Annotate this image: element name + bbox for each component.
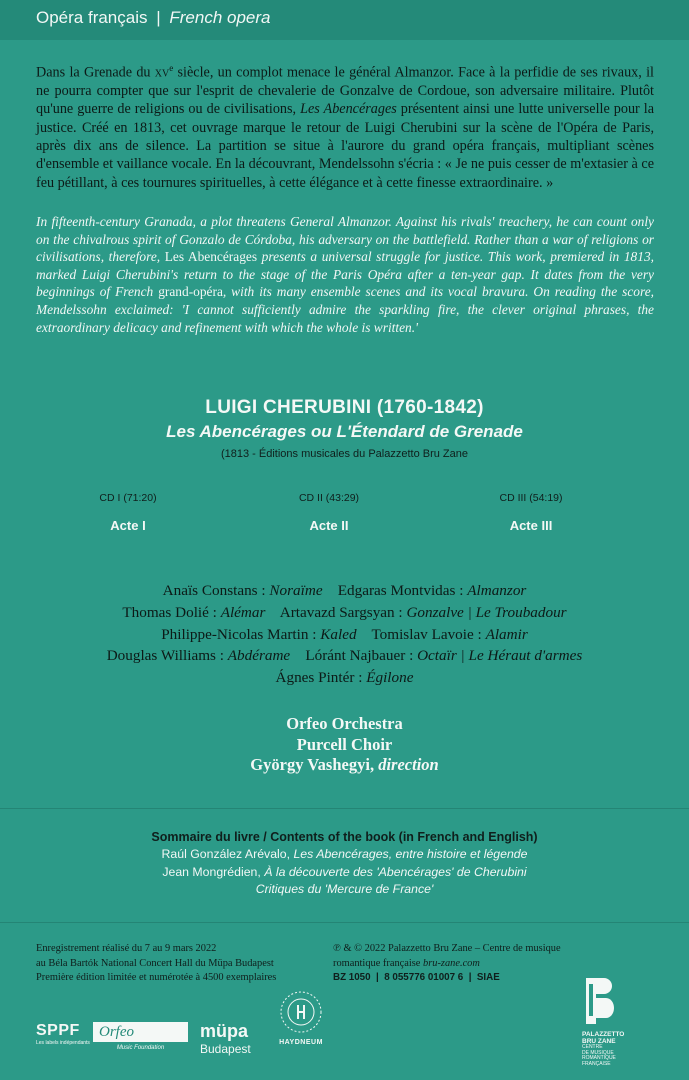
pbz-text-4: DE MUSIQUE	[582, 1049, 614, 1056]
intro-fr-century: xv	[154, 64, 170, 81]
choir-name: Purcell Choir	[296, 734, 393, 754]
composer-heading: LUIGI CHERUBINI (1760-1842)	[205, 397, 484, 418]
singer-name: Lóránt Najbauer :	[305, 647, 414, 665]
separator: |	[376, 972, 379, 983]
orfeo-logo-text: Orfeo	[93, 1022, 188, 1042]
sppf-logo-sub: Les labels indépendants	[36, 1040, 90, 1046]
cast-line	[0, 667, 689, 689]
cd-2-act: Acte II	[309, 518, 349, 533]
book-author: Jean Mongrédien,	[162, 864, 261, 879]
sppf-logo	[36, 1022, 90, 1046]
orchestra-name: Orfeo Orchestra	[286, 714, 403, 733]
singer-name: Anaïs Constans :	[162, 582, 266, 599]
book-entry	[0, 864, 689, 882]
series-label-en: French opera	[169, 8, 271, 27]
pbz-text-2: BRU ZANE	[582, 1038, 616, 1045]
role-name: Alémar	[220, 603, 266, 621]
intro-fr-part-3: présentent ainsi une lutte universelle pour la justice. Créé en 1813, cet ouvrage marque le retour de Luigi Cherubini sur la scène de l'Opéra de Paris, après dix ans de silence. La partition se situe à l'aurore du grand opéra français, multipliant scènes d'ensemble et vaillance vocale. En la découvrant, Mendelssohn s'écria : « Je ne puis cesser de m'extasier à ce feu pétillant, à ces tournures spirituelles, à cette élégance et à cette finesse extraordinaire. »	[36, 101, 654, 191]
cd-3	[441, 492, 621, 533]
series-header	[0, 0, 689, 40]
role-name: Noraïme	[269, 582, 323, 599]
intro-en-work-title: Les Abencérages	[164, 249, 258, 265]
separator: |	[468, 972, 472, 983]
siae-label: SIAE	[476, 972, 500, 983]
intro-fr-part-1: Dans la Grenade du	[36, 64, 155, 81]
divider	[0, 808, 689, 809]
credit-line: Enregistrement réalisé du 7 au 9 mars 2022	[36, 943, 217, 954]
mupa-logo-sub: Budapest	[200, 1042, 251, 1056]
pbz-text-3: CENTRE	[582, 1044, 603, 1050]
intro-fr-work-title: Les Abencérages	[300, 101, 397, 118]
singer-name: Douglas Williams :	[106, 647, 224, 665]
catalog-number: BZ 1050	[333, 972, 371, 983]
intro-fr-part-2: siècle, un complot menace le général Almanzor. Face à la perfidie de ses rivaux, il ne pourra compter que sur l'esprit de chevalerie de Gonzalve de Cordoue, son adversaire militaire. Plutôt qu'une guerre de religions ou de civilisations,	[36, 64, 654, 118]
intro-en-grand-opera: grand-opéra	[158, 284, 223, 300]
haydneum-logo	[271, 990, 331, 1046]
divider	[0, 922, 689, 923]
singer-name: Tomislav Lavoie :	[371, 625, 482, 643]
conductor-name: György Vashegyi,	[250, 755, 375, 774]
sppf-logo-text: SPPF	[36, 1022, 80, 1039]
mupa-logo	[200, 1021, 251, 1056]
cd-3-label: CD III (54:19)	[499, 492, 563, 504]
singer-name: Thomas Dolié :	[122, 603, 217, 621]
pbz-monogram-icon	[584, 976, 614, 1026]
singer-name: Artavazd Sargsyan :	[279, 603, 403, 621]
cd-2	[239, 492, 419, 533]
palazzetto-bru-zane-logo	[582, 976, 652, 1067]
cast-line	[0, 580, 689, 602]
credit-line: au Béla Bartók National Concert Hall du Müpa Budapest	[36, 957, 274, 969]
haydneum-logo-text: HAYDNEUM	[279, 1039, 323, 1046]
ensembles	[0, 714, 689, 776]
cd-2-label: CD II (43:29)	[298, 492, 360, 504]
intro-french	[36, 59, 654, 192]
intro-en-part-2: presents a universal struggle for justice. This work, premiered in 1813, marked Luigi Cherubini's return to the stage of the Paris Opéra after a ten-year gap. It dates from the very beginnings of French	[36, 249, 654, 300]
role-name: Octaïr | Le Héraut d'armes	[417, 647, 583, 665]
book-entry: Critiques du 'Mercure de France'	[255, 882, 434, 896]
pbz-text-6: FRANÇAISE	[582, 1060, 611, 1067]
role-name: Gonzalve | Le Troubadour	[406, 603, 567, 621]
website-link[interactable]: bru-zane.com	[423, 957, 480, 969]
book-heading: Sommaire du livre / Contents of the book (in French and English)	[151, 830, 538, 844]
credit-line	[333, 957, 633, 972]
cast-list	[0, 580, 689, 689]
singer-name: Philippe-Nicolas Martin :	[161, 625, 317, 643]
pbz-text-1: PALAZZETTO	[582, 1031, 625, 1038]
cd-1-label: CD I (71:20)	[99, 492, 157, 504]
role-name: Kaled	[320, 625, 357, 643]
intro-en-part-3: , with its many ensemble scenes and its vocal bravura. On reading the score, Mendelssohn exclaimed: 'I cannot sufficiently admire the sparkling fire, the clever original phrases, the extraordinary delicacy and refinement with which the whole is written.'	[36, 284, 654, 335]
barcode-number: 8 055776 01007 6	[384, 972, 464, 983]
series-label-fr: Opéra français	[36, 8, 148, 27]
credit-text: romantique française	[333, 957, 421, 969]
credit-line: ℗ & © 2022 Palazzetto Bru Zane – Centre de musique	[333, 943, 561, 954]
cast-line	[0, 624, 689, 646]
book-title: Les Abencérages, entre histoire et légende	[293, 847, 528, 861]
orfeo-logo	[93, 1022, 188, 1051]
book-author: Raúl González Arévalo,	[161, 847, 291, 861]
intro-en-part-1: In fifteenth-century Granada, a plot threatens General Almanzor. Against his rivals' treachery, he can count only on the chivalrous spirit of Gonzalo de Córdoba, his adversary on the battlefield. Rather than a war of religions or civilisations, therefore,	[36, 214, 654, 265]
conductor-role: direction	[378, 755, 439, 774]
haydneum-emblem-icon	[279, 990, 323, 1034]
role-name: Almanzor	[467, 582, 527, 599]
role-name: Alamir	[485, 625, 528, 643]
cd-1	[38, 492, 218, 533]
credit-line: Première édition limitée et numérotée à 4500 exemplaires	[36, 972, 277, 983]
book-contents	[0, 828, 689, 899]
role-name: Égilone	[366, 669, 414, 687]
work-title: Les Abencérages ou L'Étendard de Grenade	[166, 422, 523, 441]
singer-name: Ágnes Pintér :	[275, 669, 363, 687]
singer-name: Edgaras Montvidas :	[337, 582, 464, 599]
book-title: À la découverte des 'Abencérages' de Cherubini	[264, 864, 527, 879]
cd-1-act: Acte I	[110, 518, 146, 533]
recording-credits	[36, 942, 321, 986]
cd-3-act: Acte III	[509, 518, 553, 533]
book-entry	[0, 846, 689, 864]
series-separator: |	[156, 8, 161, 27]
orfeo-logo-sub: Music Foundation	[116, 1045, 165, 1051]
work-subtitle: (1813 - Éditions musicales du Palazzetto Bru Zane	[220, 448, 469, 460]
conductor-line	[0, 755, 689, 776]
intro-fr-century-sup: e	[169, 63, 174, 73]
intro-english	[36, 213, 654, 336]
mupa-logo-text: müpa	[200, 1021, 249, 1041]
cast-line	[0, 645, 689, 667]
cast-line	[0, 602, 689, 624]
role-name: Abdérame	[227, 647, 291, 665]
pbz-text-5: ROMANTIQUE	[582, 1055, 616, 1061]
